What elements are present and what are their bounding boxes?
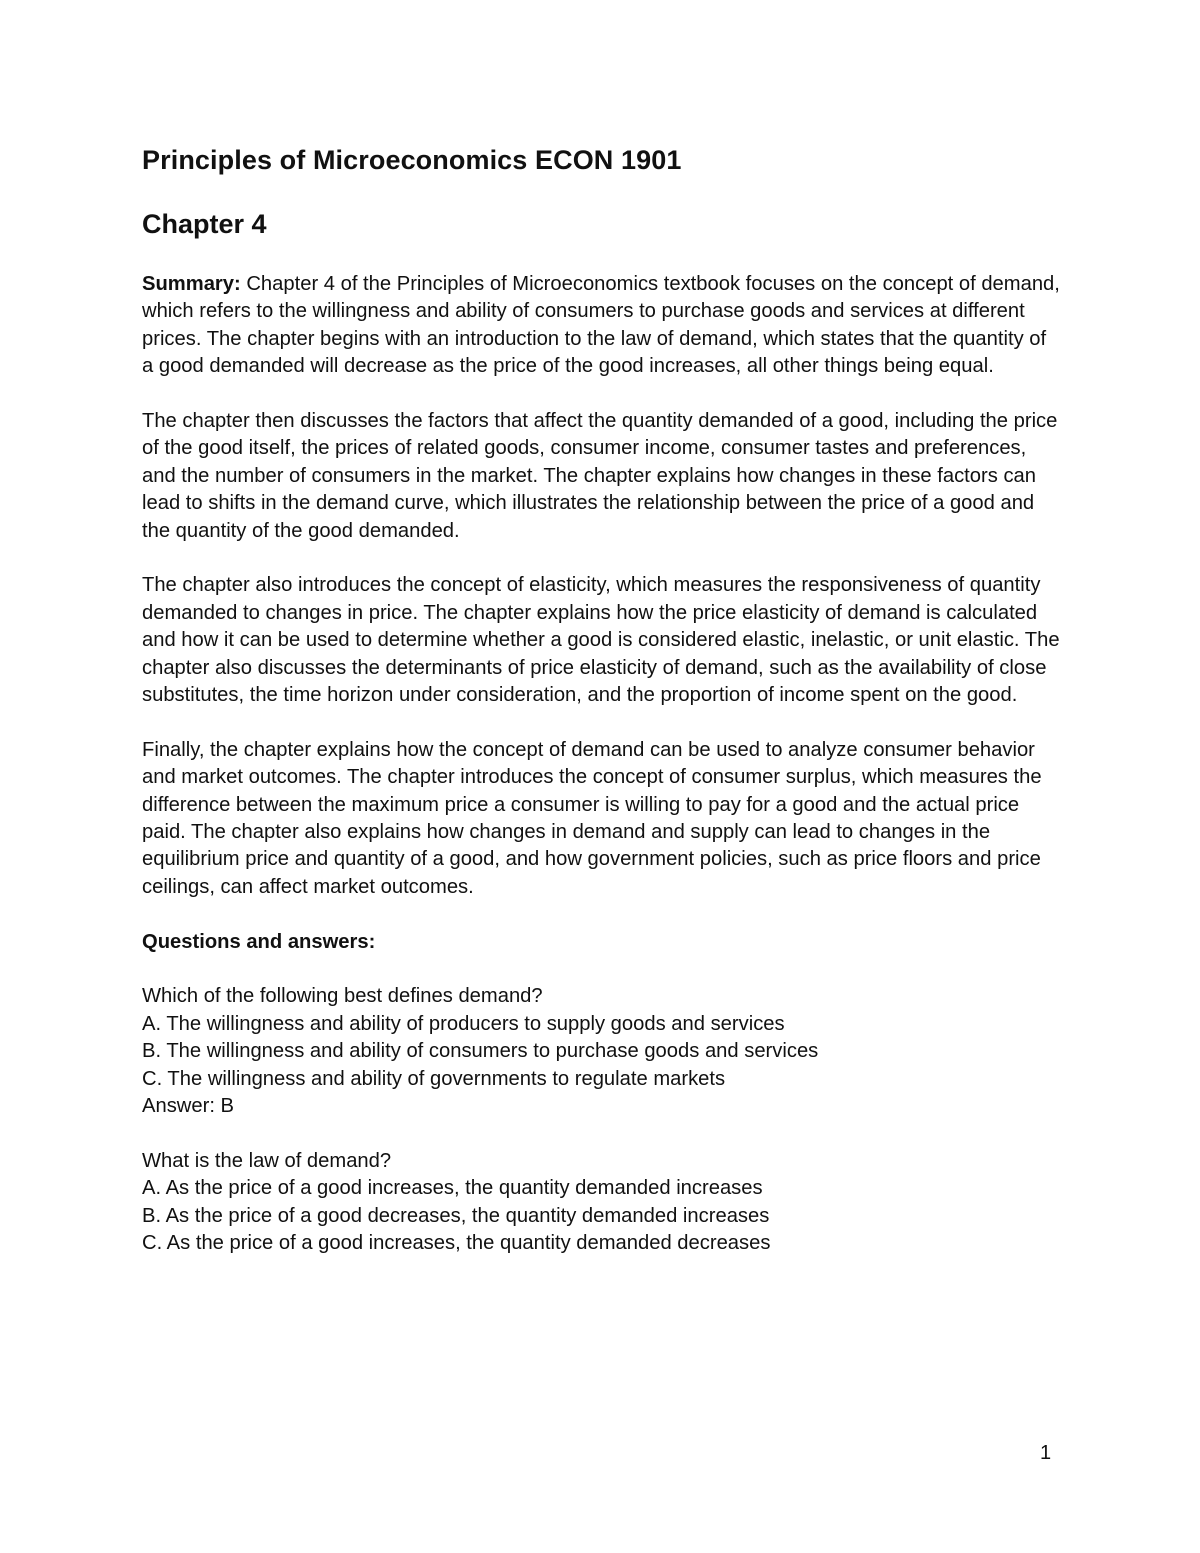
summary-text: Chapter 4 of the Principles of Microeconomics textbook focuses on the concept of demand, which refers to the willingness and ability of consumers to purchase goods and services at different prices. The chapter begins with an introduction to the law of demand, which states that the quantity of a good demanded will decrease as the price of the good increases, all other things being equal.: [142, 273, 1060, 378]
page-number: 1: [1040, 1442, 1052, 1464]
document-content: [142, 138, 1062, 1258]
answer-option: A. The willingness and ability of producers to supply goods and services: [142, 1012, 785, 1035]
answer-option: B. The willingness and ability of consumers to purchase goods and services: [142, 1040, 819, 1063]
question-block-2: [142, 1148, 1062, 1258]
question-text: Which of the following best defines demand?: [142, 985, 543, 1008]
body-paragraph-elasticity: The chapter also introduces the concept of elasticity, which measures the responsiveness of quantity demanded to changes in price. The chapter explains how the price elasticity of demand is calculated and how it can be used to determine whether a good is considered elastic, inelastic, or unit elastic. The chapter also discusses the determinants of price elasticity of demand, such as the availability of close substitutes, the time horizon under consideration, and the proportion of income spent on the good.: [142, 574, 1060, 707]
answer-option: C. The willingness and ability of governments to regulate markets: [142, 1067, 726, 1090]
question-block-1: [142, 983, 1062, 1120]
document-title: Principles of Microeconomics ECON 1901: [142, 145, 682, 175]
answer-option: A. As the price of a good increases, the quantity demanded increases: [142, 1177, 763, 1200]
correct-answer: Answer: B: [142, 1095, 234, 1118]
question-text: What is the law of demand?: [142, 1149, 392, 1172]
answer-option: C. As the price of a good increases, the quantity demanded decreases: [142, 1232, 771, 1255]
answer-option: B. As the price of a good decreases, the quantity demanded increases: [142, 1204, 770, 1227]
body-paragraph-factors: The chapter then discusses the factors that affect the quantity demanded of a good, including the price of the good itself, the prices of related goods, consumer income, consumer tastes and preferences, and the number of consumers in the market. The chapter explains how changes in these factors can lead to shifts in the demand curve, which illustrates the relationship between the price of a good and the quantity of the good demanded.: [142, 410, 1058, 542]
qa-heading: Questions and answers:: [142, 930, 376, 953]
body-paragraph-consumer-behavior: Finally, the chapter explains how the concept of demand can be used to analyze consumer behavior and market outcomes. The chapter introduces the concept of consumer surplus, which measures the difference between the maximum price a consumer is willing to pay for a good and the actual price paid. The chapter also explains how changes in demand and supply can lead to changes in the equilibrium price and quantity of a good, and how government policies, such as price floors and price ceilings, can affect market outcomes.: [142, 738, 1042, 898]
summary-paragraph: [142, 271, 1062, 381]
summary-label: Summary:: [142, 273, 241, 295]
chapter-heading: Chapter 4: [142, 209, 267, 239]
